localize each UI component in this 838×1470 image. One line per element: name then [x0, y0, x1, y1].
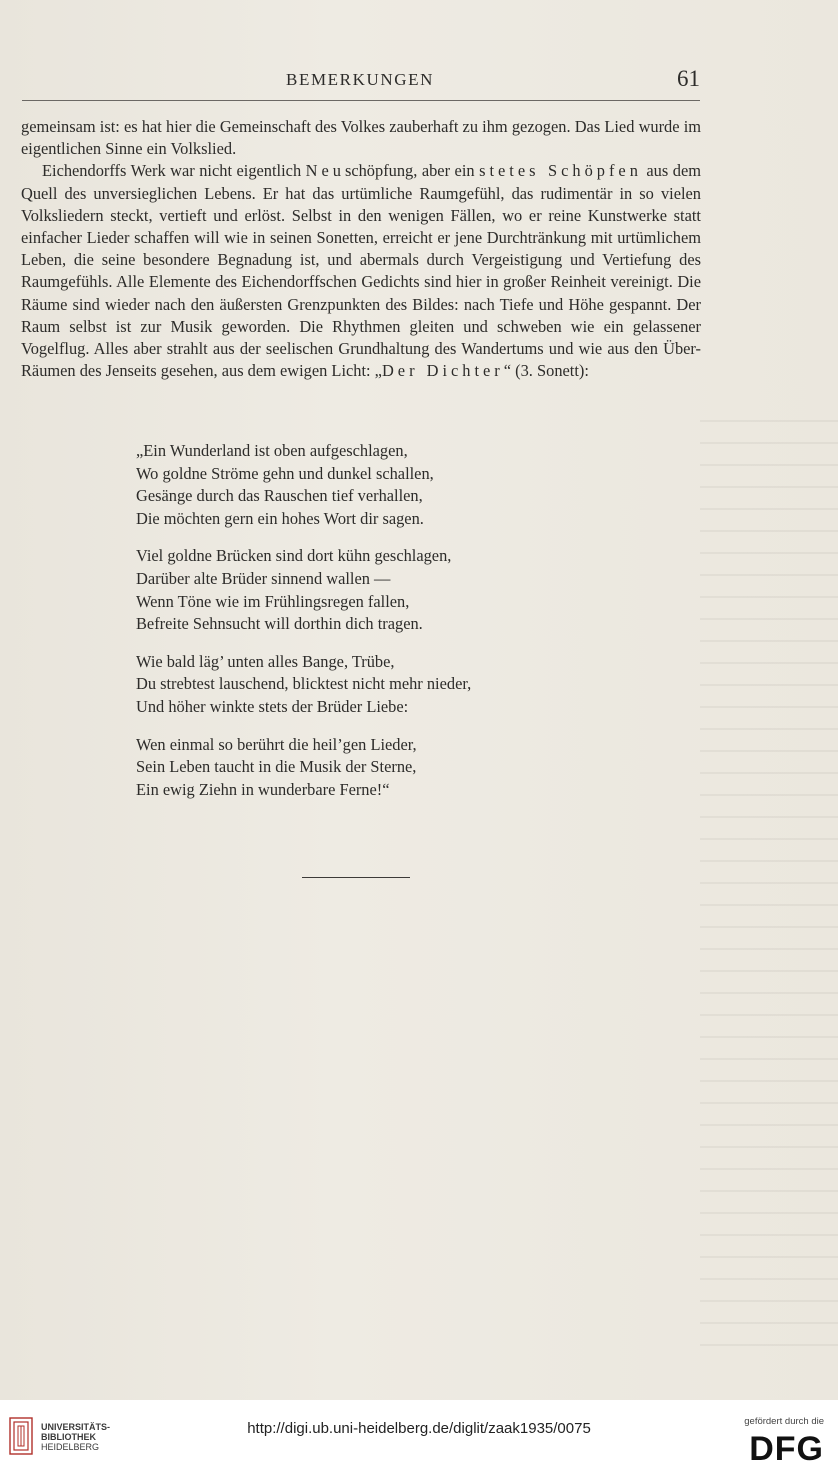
poem-line: Du strebtest lauschend, blicktest nicht mehr nieder, — [136, 674, 472, 694]
paragraph — [21, 116, 701, 160]
paragraph-text: schöpfung, aber ein — [344, 161, 480, 181]
poem-line: Und höher winkte stets der Brüder Liebe: — [136, 696, 409, 716]
poem-line: Befreite Sehnsucht will dorthin dich tragen. — [136, 614, 423, 634]
page-number: 61 — [677, 66, 700, 91]
paragraph-text: aus dem Quell des unversieglichen Lebens. Er hat das urtümliche Raumgefühl, das rudimentär in so vielen Volksliedern steckt, vertieft und erlöst. Selbst in den wenigen Fällen, wo er reine Kunstwerke statt einfacher Lieder schaffen will wie in seinen Sonetten, erreicht er jene Durchtränkung mit urtümlichem Leben, die seine besondere Begnadung ist, und abermals durch Vergeistigung und Vertiefung des Raumgefühls. Alle Elemente des Eichendorffschen Gedichts sind hier in großer Reinheit vereinigt. Die Räume sind wieder nach den äußersten Grenzpunkten des Bildes: nach Tiefe und Höhe gespannt. Der Raum selbst ist zur Musik geworden. Die Rhythmen gleiten und schweben wie ein gelassener Vogelflug. Alles aber strahlt aus der seelischen Grundhaltung des Wandertums und wie aus den Über-Räumen des Jenseits gesehen, aus dem ewigen Licht: „ — [21, 161, 701, 381]
poem-line: Wie bald läg’ unten alles Bange, Trübe, — [136, 651, 395, 671]
paragraph — [21, 160, 701, 382]
section-end-rule — [302, 877, 410, 878]
funding-caption: gefördert durch die — [744, 1416, 824, 1427]
viewer-footer — [0, 1400, 838, 1470]
paragraph-text: gemeinsam ist: es hat hier die Gemeinschaft des Volkes zauberhaft zu ihm gezogen. Das Lied wurde im eigentlichen Sinne ein Volkslied. — [21, 117, 701, 159]
poem-line: Gesänge durch das Rauschen tief verhallen, — [136, 486, 423, 506]
poem-stanza — [136, 734, 471, 802]
header-rule — [22, 100, 700, 101]
poem-line: Wenn Töne wie im Frühlingsregen fallen, — [136, 591, 410, 611]
emphasized-text: stetes Schöpfen — [479, 161, 642, 181]
library-name-line3: HEIDELBERG — [41, 1442, 100, 1452]
library-name-line1: UNIVERSITÄTS- — [41, 1422, 111, 1432]
paragraph-text: Eichendorffs Werk war nicht eigentlich — [42, 161, 306, 181]
poem-line: Wo goldne Ströme gehn und dunkel schallen, — [136, 463, 434, 483]
body-text — [21, 116, 701, 382]
poem-stanza — [136, 545, 471, 635]
permalink-url[interactable]: http://digi.ub.uni-heidelberg.de/diglit/zaak1935/0075 — [247, 1420, 591, 1437]
poem-line: Viel goldne Brücken sind dort kühn geschlagen, — [136, 546, 452, 566]
poem-quotation — [136, 440, 471, 816]
running-title: BEMERKUNGEN — [286, 70, 434, 89]
poem-line: Sein Leben taucht in die Musik der Sterne, — [136, 757, 417, 777]
dfg-logo[interactable]: DFG — [749, 1430, 824, 1468]
poem-stanza — [136, 440, 471, 530]
poem-line: „Ein Wunderland ist oben aufgeschlagen, — [136, 441, 408, 460]
poem-stanza — [136, 651, 471, 719]
poem-line: Die möchten gern ein hohes Wort dir sagen. — [136, 508, 424, 528]
emphasized-text: Der Dichter — [381, 361, 504, 381]
show-through-text — [700, 420, 838, 1360]
poem-line: Wen einmal so berührt die heil’gen Lieder, — [136, 734, 417, 754]
paragraph-text: “ (3. Sonett): — [503, 361, 589, 381]
library-name-line2: BIBLIOTHEK — [41, 1432, 96, 1442]
emphasized-text: Neu — [305, 161, 345, 181]
poem-line: Ein ewig Ziehn in wunderbare Ferne!“ — [136, 779, 390, 799]
poem-line: Darüber alte Brüder sinnend wallen — — [136, 568, 391, 588]
running-header — [20, 64, 700, 104]
